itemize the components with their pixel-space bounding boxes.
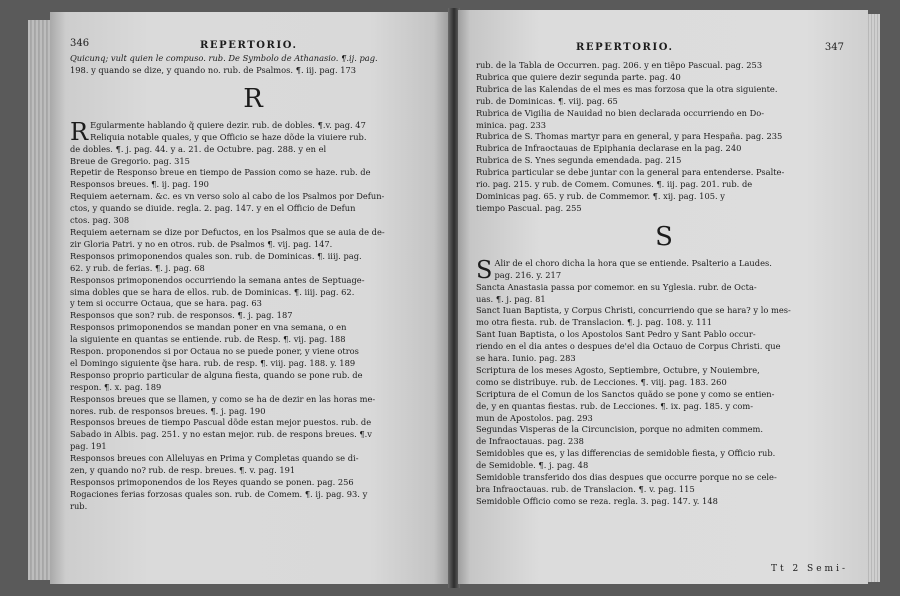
entry-line: Semidoble Officio como se reza. regla. 3. pag. 147. y. 148 [476, 495, 718, 506]
entry-line: de dobles. ¶. j. pag. 44. y a. 21. de Octubre. pag. 288. y en el [70, 143, 327, 154]
entry-line: Rubrica de S. Ynes segunda emendada. pag. 215 [476, 155, 682, 166]
entry-line: la siguiente en quantas se entiende. rub. de Resp. ¶. vij. pag. 188 [70, 334, 346, 345]
entry-line: Sancta Anastasia passa por comemor. en su Yglesia. rubr. de Octa- [476, 281, 757, 292]
section-letter-s: S [655, 221, 673, 252]
entry-line: rub. [70, 500, 88, 511]
entry-line: Repetir de Responso breue en tiempo de Passion como se haze. rub. de [70, 167, 371, 178]
right-page-edges [866, 14, 880, 582]
entry-line: Alir de el choro dicha la hora que se entiende. Psalterio a Laudes. [494, 257, 772, 268]
entry-line: Responsos breues de tiempo Pascual dõde estan mejor puestos. rub. de [70, 417, 372, 428]
entry-line: Reliquia notable quales, y que Officio se haze dõde la viuiere rub. [90, 131, 367, 142]
right-entry-list [476, 255, 852, 508]
entry-line: minica. pag. 233 [476, 119, 547, 130]
entry-line: Egularmente hablando q̃ quiere dezir. rub. de dobles. ¶.v. pag. 47 [90, 119, 366, 130]
drop-cap: S [476, 255, 493, 284]
entry-line: Dominicas pag. 65. y rub. de Commemor. ¶. xij. pag. 105. y [476, 190, 725, 201]
entry-line: Rubrica que quiere dezir segunda parte. pag. 40 [476, 71, 681, 82]
entry-line: bra Infraoctauas. rub. de Translacion. ¶. v. pag. 115 [476, 484, 695, 494]
entry-line: ctos. pag. 308 [70, 215, 130, 226]
left-page-number: 346 [70, 38, 90, 49]
entry-line: como se distribuye. rub. de Lecciones. ¶. viij. pag. 183. 260 [476, 376, 727, 387]
entry-line: rub. de Dominicas. ¶. viij. pag. 65 [476, 95, 618, 106]
entry-line: Respon. proponendos si por Octaua no se puede poner, y viene otros [70, 346, 359, 357]
entry-line: Rubrica de S. Thomas martyr para en general, y para Hespaña. pag. 235 [476, 131, 783, 142]
entry-line: zen, y quando no? rub. de resp. breues. ¶. v. pag. 191 [70, 465, 296, 476]
right-page-text [476, 60, 852, 508]
entry-line: rub. de la Tabla de Occurren. pag. 206. y en tiẽpo Pascual. pag. 253 [476, 60, 763, 70]
entry-line: Scriptura de los meses Agosto, Septiembre, Octubre, y Nouiembre, [476, 364, 760, 375]
right-top-entry-list [476, 60, 852, 215]
entry-line: el Domingo siguiente q̃se hara. rub. de resp. ¶. viij. pag. 188. y. 189 [70, 357, 356, 368]
entry-line: rio. pag. 215. y rub. de Comem. Comunes. ¶. iij. pag. 201. rub. de [476, 179, 753, 190]
entry-line: Requiem aeternam se dize por Defuctos, en los Psalmos que se auia de de- [70, 226, 385, 237]
entry-line: Rubrica de las Kalendas de el mes es mas forzosa que la otra siguiente. [476, 83, 778, 94]
entry-line: Responsos primoponendos quales son. rub. de Dominicas. ¶. iiij. pag. [70, 250, 362, 261]
left-page-text [70, 53, 436, 513]
entry-line: Responsos primoponendos occurriendo la semana antes de Septuage- [70, 274, 365, 285]
entry-line: se hara. Iunio. pag. 283 [476, 353, 576, 364]
entry-line: Responsos primoponendos de los Reyes quando se ponen. pag. 256 [70, 477, 354, 487]
drop-cap: R [70, 117, 89, 146]
entry-line: Requiem aeternam. &c. es vn verso solo al cabo de los Psalmos por Defun- [70, 191, 385, 202]
right-page [458, 10, 868, 584]
entry-line: Semidoble transferido dos dias despues que occurre porque no se cele- [476, 472, 777, 483]
entry-line: Responsos breues que se llamen, y como se ha de dezir en las horas me- [70, 393, 376, 404]
right-page-number: 347 [824, 42, 844, 53]
entry-line: Rogaciones ferias forzosas quales son. rub. de Comem. ¶. ij. pag. 93. y [70, 488, 368, 499]
entry-line: Sabado in Albis. pag. 251. y no estan mejor. rub. de respons breues. ¶.v [70, 429, 372, 440]
entry-line: Responsos que son? rub. de responsos. ¶. j. pag. 187 [70, 310, 293, 321]
entry-line: Sanct Iuan Baptista, y Corpus Christi, concurriendo que se hara? y lo mes- [476, 305, 791, 316]
left-top-line: Quicunq; vult quien le compuso. rub. De Symbolo de Athanasio. ¶.ij. pag. [70, 53, 378, 63]
entry-line: de, y en quantas fiestas. rub. de Lecciones. ¶. ix. pag. 185. y com- [476, 400, 754, 411]
entry-line: mo otra fiesta. rub. de Translacion. ¶. j. pag. 108. y. 111 [476, 317, 713, 328]
entry-line: Rubrica de Vigilia de Nauidad no bien declarada occurriendo en Do- [476, 107, 765, 118]
left-page-edges [28, 20, 52, 580]
page-footer-catchword: Tt 2 Semi- [770, 564, 848, 574]
entry-line: Breue de Gregorio. pag. 315 [70, 155, 190, 166]
entry-line: y tem si occurre Octaua, que se hara. pag. 63 [70, 298, 262, 309]
entry-line: Semidobles que es, y las differencias de semidoble fiesta, y Officio rub. [476, 448, 776, 459]
entry-line: Sant Iuan Baptista, o los Apostolos Sant Pedro y Sant Pablo occur- [476, 329, 756, 340]
entry-line: Responso proprio particular de alguna fiesta, quando se pone rub. de [70, 369, 363, 380]
entry-line: ctos, y quando se diuide. regla. 2. pag. 147. y en el Officio de Defun [70, 203, 356, 214]
left-entry-list [70, 117, 436, 513]
entry-line: Rubrica particular se debe juntar con la general para entenderse. Psalte- [476, 167, 785, 178]
left-page [50, 12, 450, 584]
entry-line: Rubrica de Infraoctauas de Epiphania declarase en la pag. 240 [476, 143, 742, 154]
section-letter-r: R [243, 83, 263, 114]
right-running-header: REPERTORIO. [576, 42, 674, 53]
entry-line: de Infraoctauas. pag. 238 [476, 436, 584, 447]
entry-line: 62. y rub. de ferias. ¶. j. pag. 68 [70, 262, 205, 273]
entry-line: tiempo Pascual. pag. 255 [476, 202, 582, 213]
entry-line: respon. ¶. x. pag. 189 [70, 381, 162, 392]
entry-line: sima dobles que se hara de ellos. rub. de Dominicas. ¶. iiij. pag. 62. [70, 286, 355, 297]
entry-line: zir Gloria Patri. y no en otros. rub. de Psalmos ¶. vij. pag. 147. [70, 238, 333, 249]
entry-line: mun de Apostolos. pag. 293 [476, 412, 593, 423]
entry-line: Responsos primoponendos se mandan poner en vna semana, o en [70, 322, 347, 333]
entry-line: uas. ¶. j. pag. 81 [476, 293, 546, 304]
left-running-header: REPERTORIO. [200, 40, 298, 51]
entry-line: Responsos breues con Alleluyas en Prima y Completas quando se di- [70, 453, 359, 464]
entry-line: Responsos breues. ¶. ij. pag. 190 [70, 179, 209, 190]
left-top-line: 198. y quando se dize, y quando no. rub. de Psalmos. ¶. iij. pag. 173 [70, 64, 357, 75]
entry-line: Segundas Visperas de la Circuncision, porque no admiten commem. [476, 424, 764, 435]
entry-line: nores. rub. de responsos breues. ¶. j. pag. 190 [70, 405, 266, 416]
entry-line: pag. 191 [70, 441, 107, 452]
entry-line: riendo en el dia antes o despues de'el dia Octauo de Corpus Christi. que [476, 341, 781, 352]
entry-line: Scriptura de el Comun de los Sanctos quãdo se pone y como se entien- [476, 388, 775, 399]
entry-line: de Semidoble. ¶. j. pag. 48 [476, 460, 589, 471]
entry-line: pag. 216. y. 217 [494, 269, 562, 280]
